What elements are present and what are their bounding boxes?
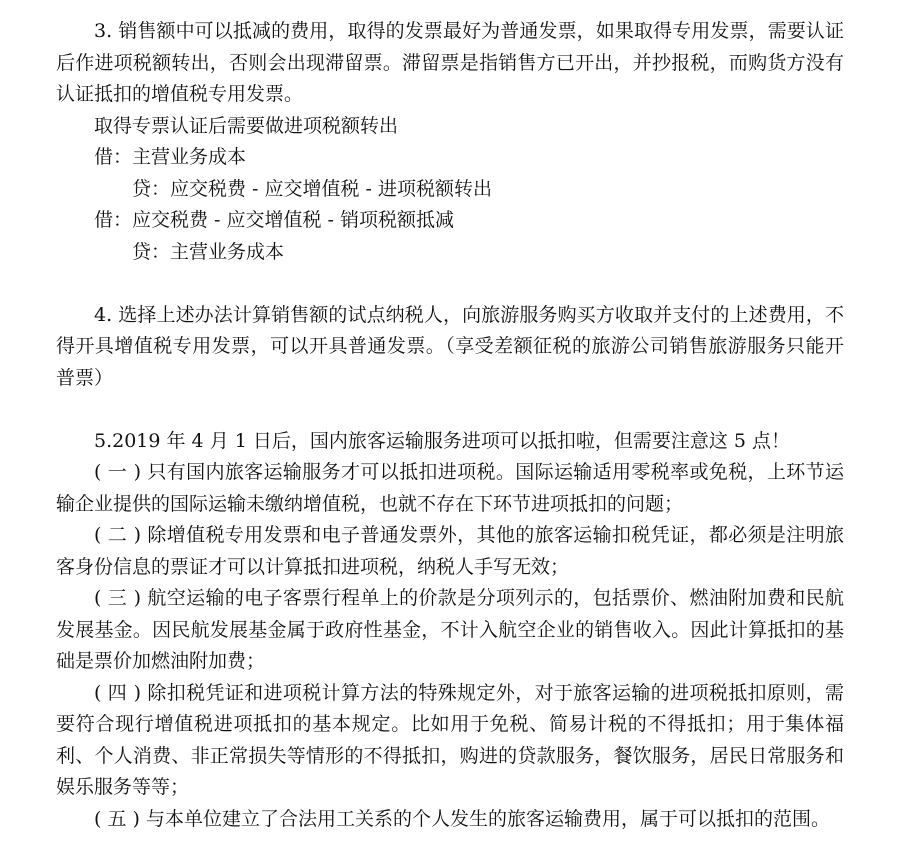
spacer — [56, 394, 844, 426]
section-5-item-2: ( 二 ) 除增值税专用发票和电子普通发票外，其他的旅客运输扣税凭证，都必须是注明旅客身份信息的票证才可以计算抵扣进项税，纳税人手写无效； — [56, 524, 844, 578]
section-5-item-1: ( 一 ) 只有国内旅客运输服务才可以抵扣进项税。国际运输适用零税率或免税，上环节运输企业提供的国际运输未缴纳增值税，也就不存在下环节进项抵扣的问题； — [56, 461, 844, 515]
section-5-heading: 5.2019 年 4 月 1 日后，国内旅客运输服务进项可以抵扣啦，但需要注意这 5 点！ — [94, 429, 791, 452]
journal-entry-1-debit: 借：主营业务成本 — [94, 146, 247, 168]
section-3-paragraph: 3. 销售额中可以抵减的费用，取得的发票最好为普通发票，如果取得专用发票，需要认证后作进项税额转出，否则会出现滞留票。滞留票是指销售方已开出，并抄报税，而购货方没有认证抵扣的增值税专用发票。 — [56, 20, 844, 105]
section-5-item-5: ( 五 ) 与本单位建立了合法用工关系的个人发生的旅客运输费用，属于可以抵扣的范围。 — [94, 807, 830, 830]
section-3-note: 取得专票认证后需要做进项税额转出 — [94, 114, 399, 137]
journal-entry-2-credit: 贷：主营业务成本 — [132, 240, 285, 263]
journal-entry-2-debit: 借：应交税费 - 应交增值税 - 销项税额抵减 — [94, 209, 454, 231]
spacer — [56, 268, 844, 300]
section-5-item-4: ( 四 ) 除扣税凭证和进项税计算方法的特殊规定外，对于旅客运输的进项税抵扣原则，需要符合现行增值税进项抵扣的基本规定。比如用于免税、简易计税的不得抵扣；用于集体福利、个人消费、非正常损失等情形的不得抵扣，购进的贷款服务，餐饮服务，居民日常服务和娱乐服务等等； — [56, 681, 844, 798]
section-5-item-3: ( 三 ) 航空运输的电子客票行程单上的价款是分项列示的，包括票价、燃油附加费和民航发展基金。因民航发展基金属于政府性基金，不计入航空企业的销售收入。因此计算抵扣的基础是票价加燃油附加费； — [56, 587, 844, 672]
journal-entry-1-credit: 贷：应交税费 - 应交增值税 - 进项税额转出 — [132, 177, 492, 200]
section-4-paragraph: 4. 选择上述办法计算销售额的试点纳税人，向旅游服务购买方收取并支付的上述费用，不得开具增值税专用发票，可以开具普通发票。（享受差额征税的旅游公司销售旅游服务只能开普票） — [56, 303, 844, 389]
